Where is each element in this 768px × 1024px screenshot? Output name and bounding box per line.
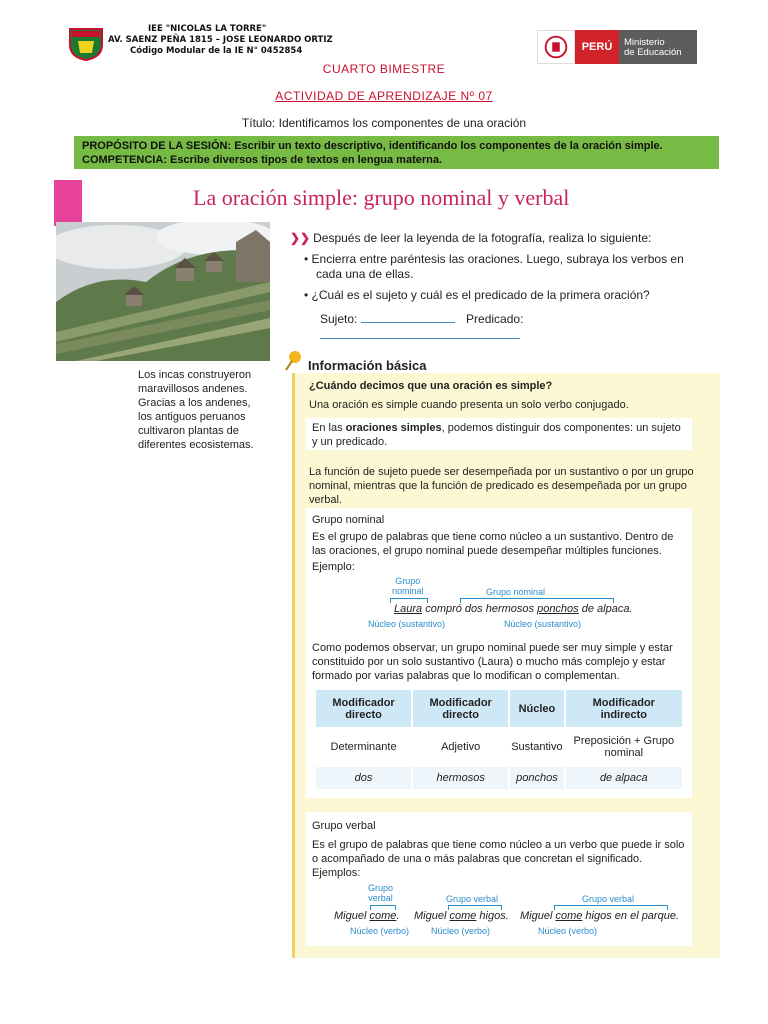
purpose-banner bbox=[74, 136, 719, 169]
instructions bbox=[290, 231, 710, 343]
competence-text: COMPETENCIA: Escribe diversos tipos de textos en lengua materna. bbox=[82, 154, 443, 166]
ministry-name: Ministerio de Educación bbox=[619, 30, 697, 64]
activity-title: ACTIVIDAD DE APRENDIZAJE Nº 07 bbox=[275, 89, 493, 103]
table-header-row: Modificador directo Modificador directo Núcleo Modificador indirecto bbox=[315, 689, 683, 728]
label-verbal-nucleus-1: Núcleo (verbo) bbox=[350, 926, 410, 936]
nominal-example-sentence: Laura compró dos hermosos ponchos de alpaca. bbox=[394, 603, 633, 615]
label-verbal-2: Grupo verbal bbox=[446, 894, 499, 904]
school-address: AV. SAENZ PEÑA 1815 – JOSE LEONARDO ORTIZ bbox=[108, 35, 333, 45]
peru-shield-icon bbox=[537, 30, 575, 64]
verbal-example-1: Miguel come. bbox=[334, 910, 400, 922]
label-verbal-3: Grupo verbal bbox=[582, 894, 635, 904]
instruction-line: ❯❯ Después de leer la leyenda de la fotografía, realiza lo siguiente: bbox=[290, 231, 652, 245]
nominal-definition: Es el grupo de palabras que tiene como núcleo a un sustantivo. Dentro de las oraciones, el grupo nominal puede desempeñar múltiples funciones. bbox=[312, 531, 674, 557]
table-row: Determinante Adjetivo Sustantivo Preposición + Grupo nominal bbox=[315, 728, 683, 766]
machu-picchu-photo bbox=[56, 222, 270, 361]
label-nominal-b: Grupo nominal bbox=[486, 587, 546, 597]
nominal-table bbox=[314, 688, 684, 791]
label-nominal-a: Grupo nominal bbox=[392, 576, 424, 596]
label-verbal-nucleus-2: Núcleo (verbo) bbox=[431, 926, 491, 936]
pink-tab-decoration bbox=[54, 180, 82, 226]
info-answer: Una oración es simple cuando presenta un solo verbo conjugado. bbox=[309, 399, 629, 411]
term-title: CUARTO BIMESTRE bbox=[322, 62, 446, 76]
session-title: Título: Identificamos los componentes de una oración bbox=[241, 116, 527, 130]
info-panel-bar bbox=[292, 373, 295, 958]
purpose-text: PROPÓSITO DE LA SESIÓN: Escribir un texto descriptivo, identificando los componentes de la oración simple. bbox=[82, 140, 663, 152]
ministry-logo bbox=[537, 30, 697, 64]
verbal-example-2: Miguel come higos. bbox=[414, 910, 509, 922]
label-nucleus-a: Núcleo (sustantivo) bbox=[368, 619, 446, 629]
nominal-example-label: Ejemplo: bbox=[312, 561, 355, 573]
answer-line: Sujeto: Predicado: bbox=[320, 311, 710, 343]
ministry-country: PERÚ bbox=[575, 30, 619, 64]
verbal-definition: Es el grupo de palabras que tiene como núcleo a un verbo que puede ir solo o acompañado de una o más palabras que concretan el significado. bbox=[312, 839, 685, 865]
instruction-bullet-1: • Encierra entre paréntesis las oraciones. Luego, subraya los verbos en cada una de ellas. bbox=[304, 252, 684, 281]
table-row: dos hermosos ponchos de alpaca bbox=[315, 766, 683, 790]
double-chevron-icon: ❯❯ bbox=[290, 231, 311, 245]
school-name: IEE "NICOLAS LA TORRE" bbox=[148, 24, 267, 34]
info-question: ¿Cuándo decimos que una oración es simple? bbox=[309, 380, 553, 392]
school-info bbox=[108, 24, 333, 57]
verbal-heading: Grupo verbal bbox=[312, 820, 376, 832]
pushpin-icon bbox=[283, 350, 303, 372]
label-verbal-1: Grupo verbal bbox=[368, 883, 394, 903]
nominal-explanation: Como podemos observar, un grupo nominal puede ser muy simple y estar constituido por un solo sustantivo (Laura) o mucho más complejo y estar formado por varias palabras que lo modifican o complementan. bbox=[312, 642, 673, 682]
predicate-blank[interactable] bbox=[320, 327, 520, 339]
verbal-example-label: Ejemplos: bbox=[312, 867, 361, 879]
label-verbal-nucleus-3: Núcleo (verbo) bbox=[538, 926, 598, 936]
function-text: La función de sujeto puede ser desempeñada por un sustantivo o por un grupo nominal, mientras que la función de predicado es desempeñada por un grupo verbal. bbox=[309, 466, 694, 506]
photo-caption: Los incas construyeron maravillosos andenes. Gracias a los andenes, los antiguos peruanos cultivaron plantas de diferentes ecosistemas. bbox=[138, 369, 254, 451]
school-code: Código Modular de la IE N° 0452854 bbox=[130, 46, 303, 56]
lesson-title: La oración simple: grupo nominal y verbal bbox=[193, 185, 570, 210]
instruction-bullet-2: • ¿Cuál es el sujeto y cuál es el predicado de la primera oración? bbox=[304, 288, 650, 302]
label-nucleus-b: Núcleo (sustantivo) bbox=[504, 619, 582, 629]
verbal-example-3: Miguel come higos en el parque. bbox=[520, 910, 680, 922]
subject-blank[interactable] bbox=[361, 311, 455, 323]
simple-sentence-box: En las oraciones simples, podemos distinguir dos componentes: un sujeto y un predicado. bbox=[306, 418, 692, 450]
nominal-heading: Grupo nominal bbox=[312, 514, 385, 526]
school-crest-icon bbox=[66, 27, 106, 61]
info-heading: Información básica bbox=[308, 358, 427, 373]
